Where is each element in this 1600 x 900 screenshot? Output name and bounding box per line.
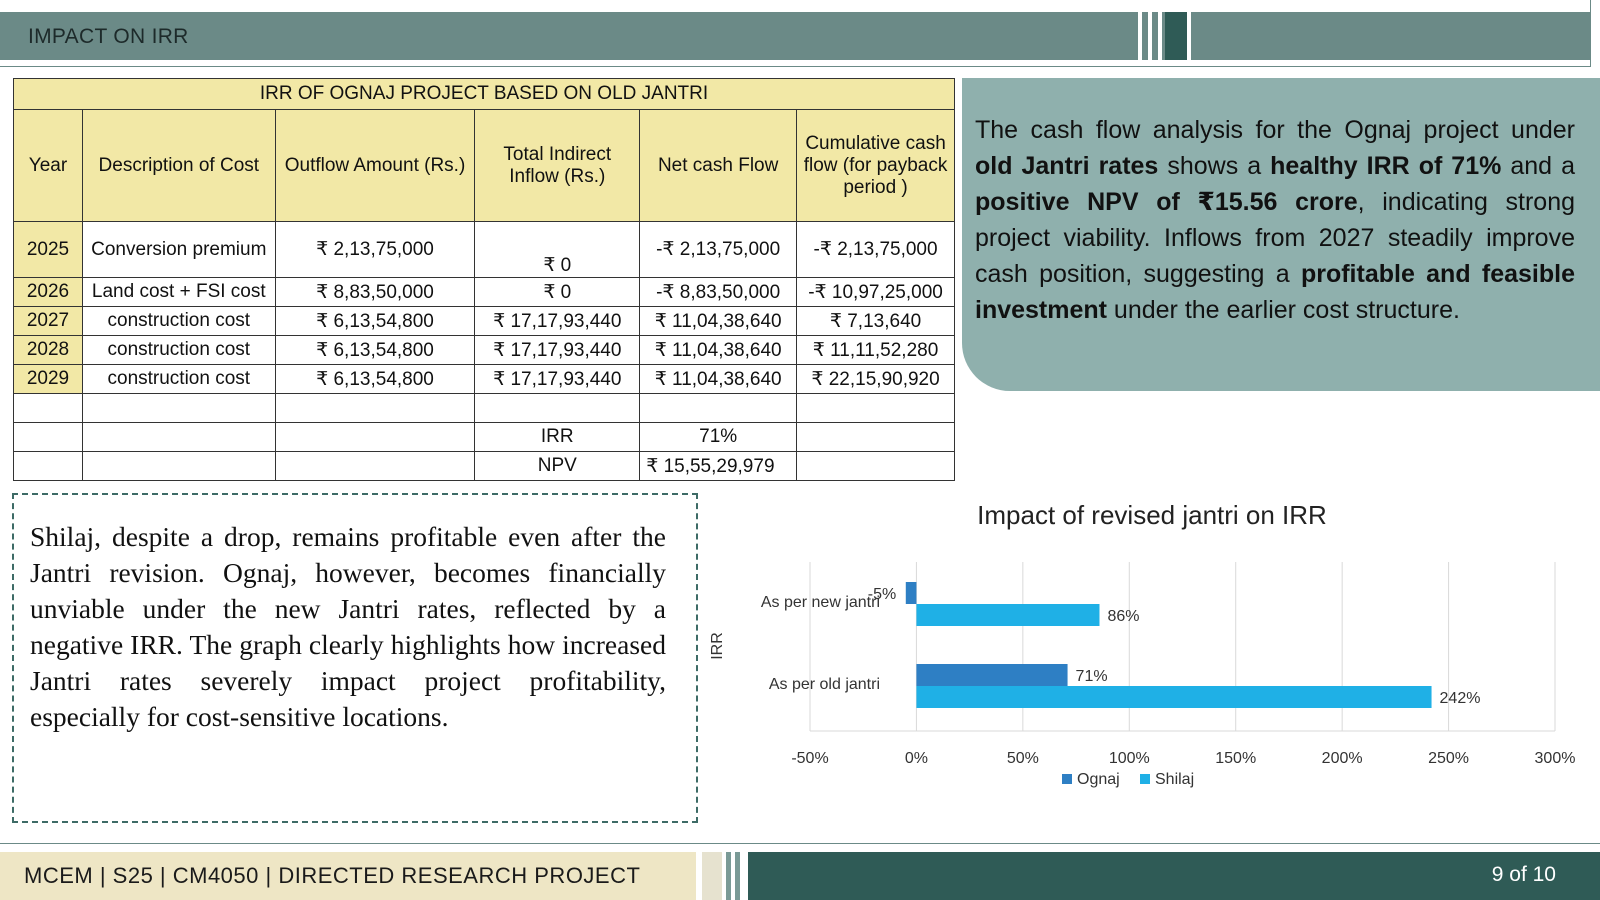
x-tick-label: -50% — [791, 750, 829, 767]
cell-cumulative: -₹ 2,13,75,000 — [797, 222, 955, 278]
table-row — [14, 336, 955, 365]
col-header: Outflow Amount (Rs.) — [275, 110, 475, 222]
x-tick-label: 250% — [1428, 750, 1470, 767]
header-bar — [0, 12, 1590, 60]
table-row — [14, 278, 955, 307]
cell-description: construction cost — [82, 365, 275, 394]
table-title: IRR OF OGNAJ PROJECT BASED ON OLD JANTRI — [14, 79, 955, 110]
summary-span: The cash flow analysis for the Ognaj project under — [975, 116, 1575, 144]
cell-outflow: ₹ 6,13,54,800 — [275, 365, 475, 394]
x-tick-label: 100% — [1108, 750, 1150, 767]
cell-outflow: ₹ 6,13,54,800 — [275, 307, 475, 336]
footer-divider — [0, 843, 1600, 844]
cell-inflow: ₹ 17,17,93,440 — [475, 365, 640, 394]
cell-year: 2027 — [14, 307, 83, 336]
legend-label: Ognaj — [1077, 771, 1120, 788]
bar-ognaj — [906, 582, 917, 604]
header-stripe — [1138, 12, 1142, 60]
data-label: 71% — [1075, 668, 1108, 685]
cell-outflow: ₹ 8,83,50,000 — [275, 278, 475, 307]
summary-span: , indicating strong project viability. Inflows from 2027 steadily improve cash position, suggesting a — [975, 188, 1576, 288]
legend-swatch-ognaj — [1062, 774, 1072, 784]
table-row — [14, 222, 955, 278]
irr-value: 71% — [640, 423, 797, 452]
summary-span: shows a — [1158, 152, 1271, 180]
header-divider — [0, 66, 1590, 67]
x-tick-label: 200% — [1321, 750, 1363, 767]
legend-swatch-shilaj — [1140, 774, 1150, 784]
note-box — [12, 493, 698, 823]
header-accent — [1165, 12, 1187, 60]
cell-cumulative: -₹ 10,97,25,000 — [797, 278, 955, 307]
cell-description: construction cost — [82, 336, 275, 365]
table-row-npv — [14, 452, 955, 481]
x-tick-label: 150% — [1215, 750, 1257, 767]
cell-inflow: ₹ 0 — [475, 278, 640, 307]
legend-label: Shilaj — [1155, 771, 1195, 788]
irr-bar-chart — [700, 500, 1600, 830]
cell-year: 2029 — [14, 365, 83, 394]
cell-cumulative: ₹ 22,15,90,920 — [797, 365, 955, 394]
cell-net: ₹ 11,04,38,640 — [640, 365, 797, 394]
header-stripe — [1187, 12, 1191, 60]
data-label: -5% — [867, 586, 897, 603]
summary-span: and a — [1501, 152, 1575, 180]
cell-outflow: ₹ 2,13,75,000 — [275, 222, 475, 278]
cell-year: 2028 — [14, 336, 83, 365]
cell-net: -₹ 2,13,75,000 — [640, 222, 797, 278]
summary-text — [975, 112, 1575, 328]
cell-year: 2025 — [14, 222, 83, 278]
table-row — [14, 365, 955, 394]
npv-value: ₹ 15,55,29,979 — [640, 452, 797, 481]
table-row-empty — [14, 394, 955, 423]
summary-bold: positive NPV of ₹15.56 crore — [975, 188, 1358, 216]
col-header: Cumulative cash flow (for payback period ) — [797, 110, 955, 222]
cell-net: ₹ 11,04,38,640 — [640, 307, 797, 336]
chart-title: Impact of revised jantri on IRR — [977, 500, 1327, 530]
col-header: Net cash Flow — [640, 110, 797, 222]
x-tick-label: 50% — [1006, 750, 1039, 767]
cell-cumulative: ₹ 7,13,640 — [797, 307, 955, 336]
footer-course: MCEM | S25 | CM4050 | DIRECTED RESEARCH PROJECT — [24, 863, 641, 888]
cell-net: ₹ 11,04,38,640 — [640, 336, 797, 365]
irr-table — [13, 78, 955, 481]
data-label: 86% — [1107, 608, 1140, 625]
cell-inflow: ₹ 17,17,93,440 — [475, 307, 640, 336]
category-label: As per new jantri — [760, 594, 880, 611]
cell-description: Land cost + FSI cost — [82, 278, 275, 307]
page-title: IMPACT ON IRR — [28, 25, 189, 48]
note-text: Shilaj, despite a drop, remains profitable even after the Jantri revision. Ognaj, however, becomes financially unviable under the new Jantri rates, reflected by a negative IRR. The graph clearly highlights how increased Jantri rates severely impact project profitability, especially for cost-sensitive locations. — [30, 521, 666, 732]
npv-label: NPV — [475, 452, 640, 481]
summary-span: under the earlier cost structure. — [1106, 296, 1460, 324]
cell-description: Conversion premium — [82, 222, 275, 278]
header-divider-vertical — [1590, 0, 1591, 67]
cell-description: construction cost — [82, 307, 275, 336]
cell-inflow: ₹ 0 — [475, 222, 640, 278]
col-header: Total Indirect Inflow (Rs.) — [475, 110, 640, 222]
summary-panel — [962, 78, 1600, 391]
footer-accent — [702, 852, 722, 900]
page-number: 9 of 10 — [1491, 863, 1556, 886]
data-label: 242% — [1439, 690, 1481, 707]
bar-shilaj — [916, 604, 1099, 626]
summary-bold: profitable and feasible investment — [975, 260, 1575, 324]
x-tick-label: 0% — [904, 750, 928, 767]
irr-label: IRR — [475, 423, 640, 452]
col-header: Description of Cost — [82, 110, 275, 222]
x-tick-label: 300% — [1534, 750, 1576, 767]
y-axis-label: IRR — [709, 632, 726, 660]
bar-shilaj — [916, 686, 1431, 708]
cell-cumulative: ₹ 11,11,52,280 — [797, 336, 955, 365]
cell-net: -₹ 8,83,50,000 — [640, 278, 797, 307]
summary-bold: old Jantri rates — [975, 152, 1159, 180]
cell-year: 2026 — [14, 278, 83, 307]
cell-inflow: ₹ 17,17,93,440 — [475, 336, 640, 365]
bar-ognaj — [916, 664, 1067, 686]
cell-outflow: ₹ 6,13,54,800 — [275, 336, 475, 365]
table-header-row — [14, 110, 955, 222]
summary-bold: healthy IRR of 71% — [1270, 152, 1502, 180]
category-label: As per old jantri — [768, 676, 880, 693]
footer-stripe — [735, 852, 740, 900]
col-header: Year — [14, 110, 83, 222]
header-stripe — [1158, 12, 1162, 60]
footer-stripe — [726, 852, 731, 900]
table-row-irr — [14, 423, 955, 452]
table-row — [14, 307, 955, 336]
header-stripe — [1148, 12, 1152, 60]
footer-right-band — [748, 852, 1600, 900]
